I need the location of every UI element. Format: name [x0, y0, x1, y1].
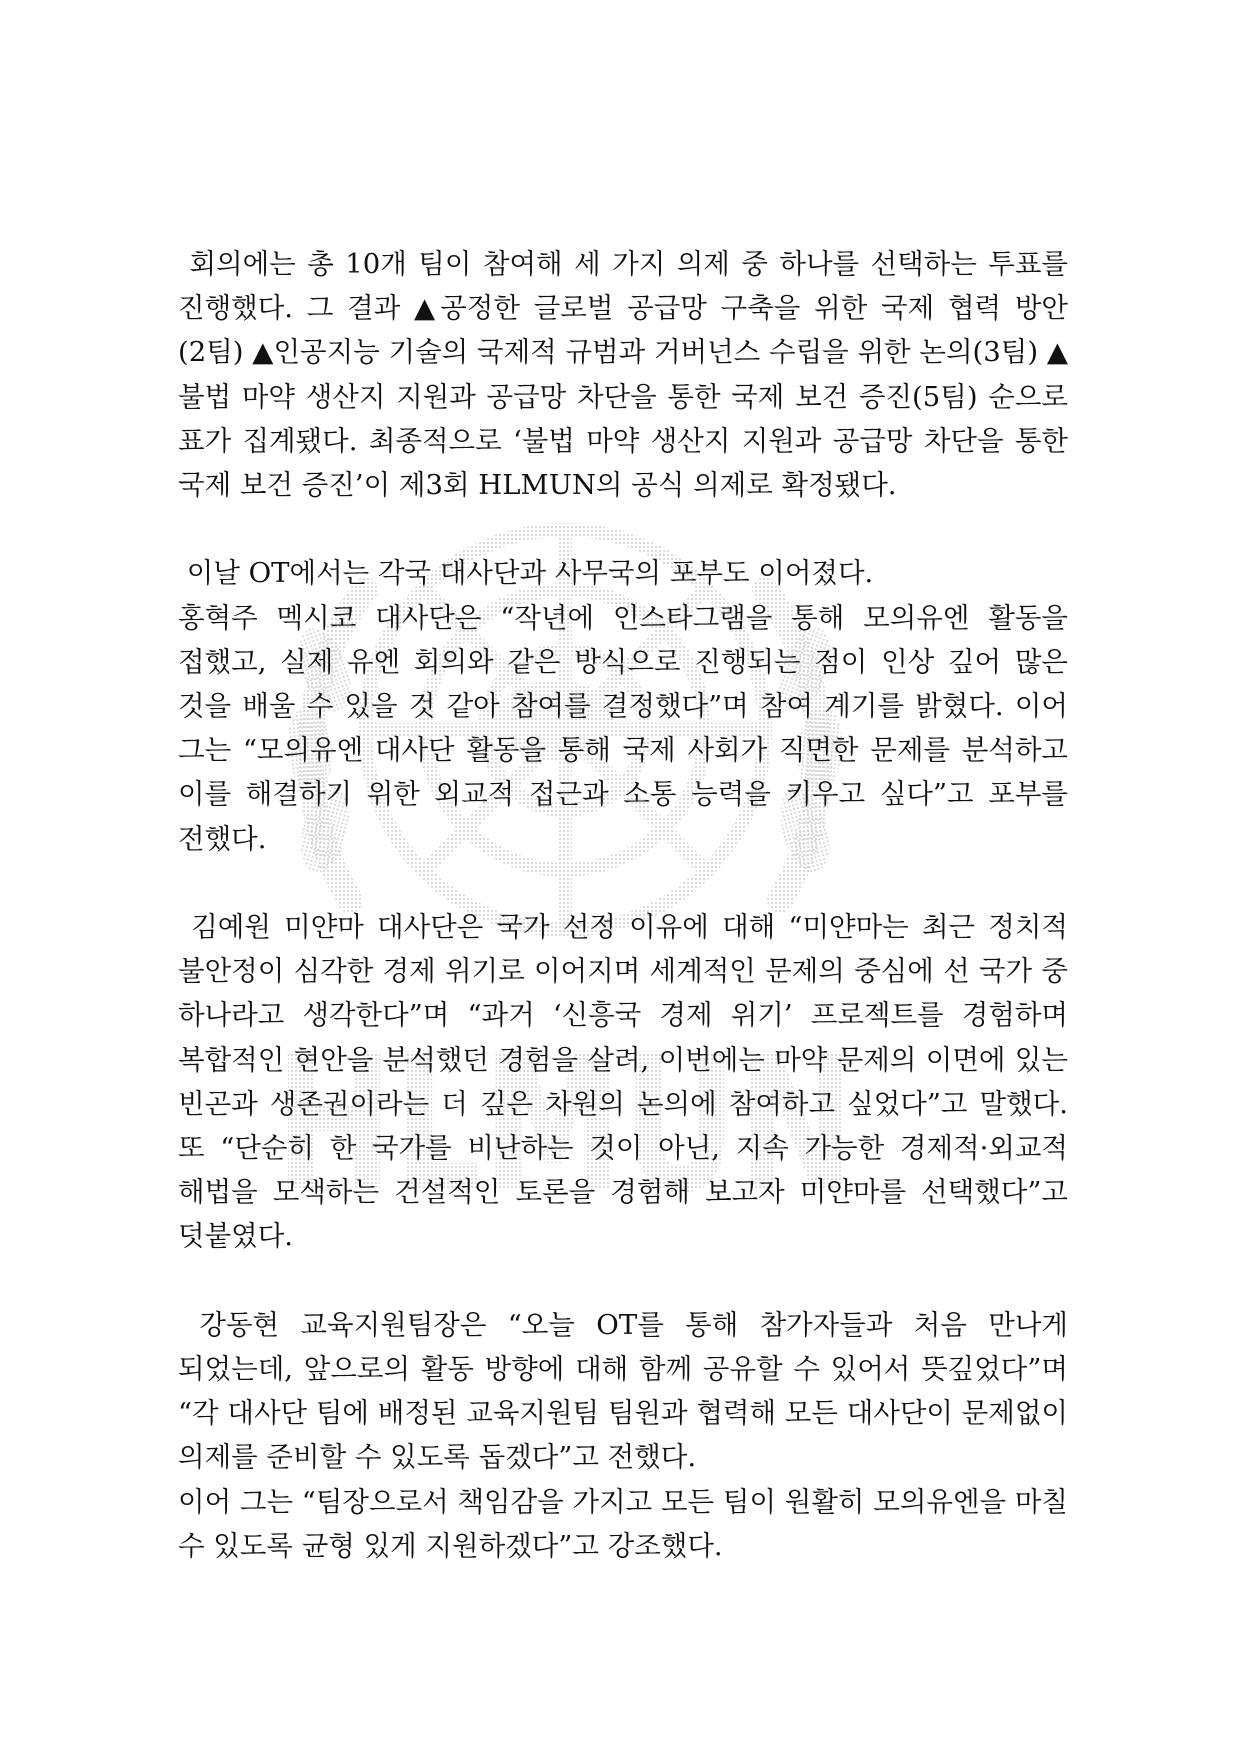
paragraph-agenda-vote: 회의에는 총 10개 팀이 참여해 세 가지 의제 중 하나를 선택하는 투표를 진행했다. 그 결과 ▲공정한 글로벌 공급망 구축을 위한 국제 협력 방안(2팀) ▲인공지능 기술의 국제적 규범과 거버넌스 수립을 위한 논의(3팀) ▲불법 마약 생산지 지원과 공급망 차단을 통한 국제 보건 증진(5팀) 순으로 표가 집계됐다. 최종적으로 ‘불법 마약 생산지 지원과 공급망 차단을 통한 국제 보건 증진’이 제3회 HLMUN의 공식 의제로 확정됐다.: [178, 248, 1077, 502]
paragraph-education-team-lead: 강동현 교육지원팀장은 “오늘 OT를 통해 참가자들과 처음 만나게 되었는데, 앞으로의 활동 방향에 대해 함께 공유할 수 있어서 뜻깊었다”며 “각 대사단 팀에 배정된 교육지원팀 팀원과 협력해 모든 대사단이 문제없이 의제를 준비할 수 있도록 돕겠다”고 전했다.: [178, 1308, 1077, 1474]
paragraph-myanmar-delegation: 김예원 미얀마 대사단은 국가 선정 이유에 대해 “미얀마는 최근 정치적 불안정이 심각한 경제 위기로 이어지며 세계적인 문제의 중심에 선 국가 중 하나라고 생각한다”며 “과거 ‘신흥국 경제 위기’ 프로젝트를 경험하며 복합적인 현안을 분석했던 경험을 살려, 이번에는 마약 문제의 이면에 있는 빈곤과 생존권이라는 더 깊은 차원의 논의에 참여하고 싶었다”고 말했다. 또 “단순히 한 국가를 비난하는 것이 아닌, 지속 가능한 경제적·외교적 해법을 모색하는 건설적인 토론을 경험해 보고자 미얀마를 선택했다”고 덧붙였다.: [178, 911, 1077, 1253]
paragraph-spacer: [178, 507, 1068, 551]
paragraph-spacer: [178, 1259, 1068, 1303]
paragraph-ot-intro: 이날 OT에서는 각국 대사단과 사무국의 포부도 이어졌다.: [178, 557, 874, 590]
article-body: [178, 242, 1077, 1568]
paragraph-mexico-delegation: 홍혁주 멕시코 대사단은 “작년에 인스타그램을 통해 모의유엔 활동을 접했고, 실제 유엔 회의와 같은 방식으로 진행되는 점이 인상 깊어 많은 것을 배울 수 있을 것 같아 참여를 결정했다”며 참여 계기를 밝혔다. 이어 그는 “모의유엔 대사단 활동을 통해 국제 사회가 직면한 문제를 분석하고 이를 해결하기 위한 외교적 접근과 소통 능력을 키우고 싶다”고 포부를 전했다.: [178, 601, 1077, 855]
watermark-text: HLMUN: [275, 1014, 855, 1235]
paragraph-education-team-closing: 이어 그는 “팀장으로서 책임감을 가지고 모든 팀이 원활히 모의유엔을 마칠 수 있도록 균형 있게 지원하겠다”고 강조했다.: [178, 1485, 1077, 1562]
paragraph-spacer: [178, 861, 1068, 905]
